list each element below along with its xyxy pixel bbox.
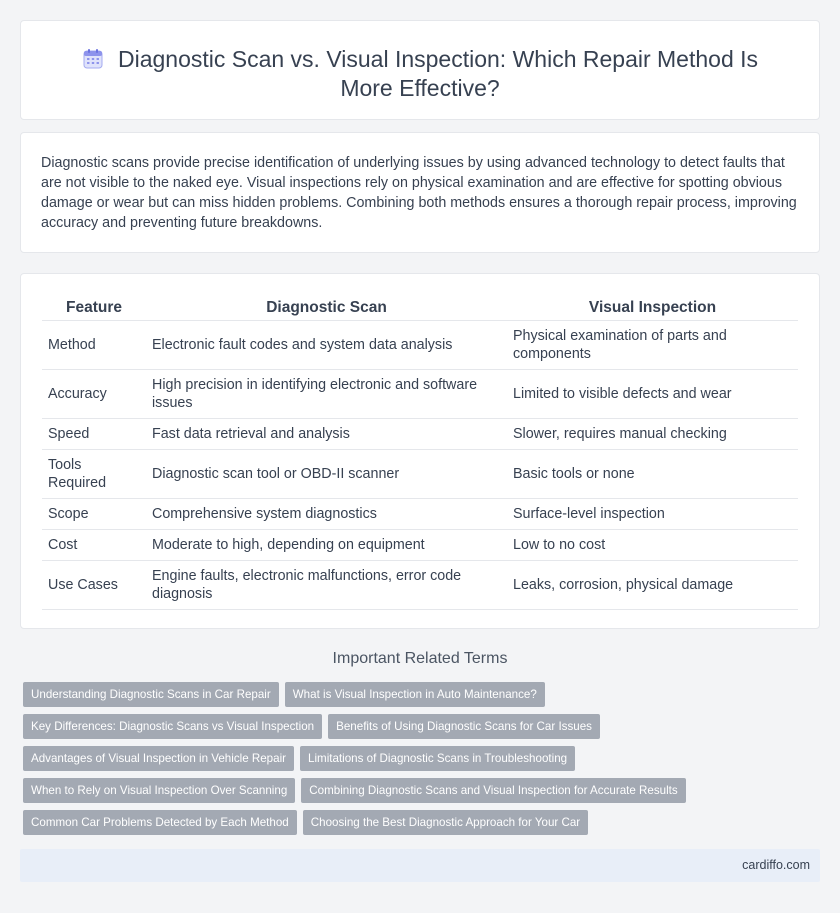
visual-cell: Leaks, corrosion, physical damage bbox=[507, 560, 798, 609]
feature-cell: Accuracy bbox=[42, 369, 146, 418]
table-row bbox=[42, 320, 798, 369]
page-title: Diagnostic Scan vs. Visual Inspection: Which Repair Method Is More Effective? bbox=[117, 46, 759, 101]
calendar-grid-icon bbox=[82, 48, 104, 70]
visual-cell: Limited to visible defects and wear bbox=[507, 369, 798, 418]
table-row bbox=[42, 418, 798, 449]
related-terms-title: Important Related Terms bbox=[332, 650, 508, 667]
visual-cell: Low to no cost bbox=[507, 529, 798, 560]
footer bbox=[20, 849, 820, 882]
visual-cell: Surface-level inspection bbox=[507, 498, 798, 529]
related-term-tag[interactable]: Common Car Problems Detected by Each Method bbox=[23, 810, 297, 835]
feature-cell: Method bbox=[42, 320, 146, 369]
tag-row bbox=[23, 778, 823, 810]
feature-cell: Cost bbox=[42, 529, 146, 560]
scan-cell: Diagnostic scan tool or OBD-II scanner bbox=[146, 449, 507, 498]
tag-row bbox=[23, 682, 823, 714]
feature-cell: Use Cases bbox=[42, 560, 146, 609]
feature-cell: Tools Required bbox=[42, 449, 146, 498]
scan-cell: Fast data retrieval and analysis bbox=[146, 418, 507, 449]
related-term-tag[interactable]: Limitations of Diagnostic Scans in Troubleshooting bbox=[300, 746, 575, 771]
scan-cell: Electronic fault codes and system data analysis bbox=[146, 320, 507, 369]
comparison-table bbox=[42, 296, 798, 610]
related-term-tag[interactable]: Advantages of Visual Inspection in Vehicle Repair bbox=[23, 746, 294, 771]
comparison-card bbox=[20, 273, 820, 629]
related-term-tag[interactable]: Benefits of Using Diagnostic Scans for Car Issues bbox=[328, 714, 600, 739]
visual-cell: Basic tools or none bbox=[507, 449, 798, 498]
table-row bbox=[42, 498, 798, 529]
intro-paragraph: Diagnostic scans provide precise identification of underlying issues by using advanced technology to detect faults that are not visible to the naked eye. Visual inspections rely on physical examination and are effective for spotting obvious damage or wear but can miss hidden problems. Combining both methods ensures a thorough repair process, improving accuracy and preventing future breakdowns. bbox=[41, 155, 797, 231]
tag-row bbox=[23, 714, 823, 746]
table-row bbox=[42, 529, 798, 560]
table-header-row bbox=[42, 296, 798, 320]
table-row bbox=[42, 369, 798, 418]
table-row bbox=[42, 449, 798, 498]
related-terms-list bbox=[23, 682, 823, 842]
scan-cell: High precision in identifying electronic and software issues bbox=[146, 369, 507, 418]
header-diagnostic-scan: Diagnostic Scan bbox=[146, 296, 507, 320]
feature-cell: Scope bbox=[42, 498, 146, 529]
related-term-tag[interactable]: Choosing the Best Diagnostic Approach for Your Car bbox=[303, 810, 588, 835]
related-term-tag[interactable]: Combining Diagnostic Scans and Visual Inspection for Accurate Results bbox=[301, 778, 685, 803]
tag-row bbox=[23, 746, 823, 778]
header-visual-inspection: Visual Inspection bbox=[507, 296, 798, 320]
scan-cell: Comprehensive system diagnostics bbox=[146, 498, 507, 529]
title-card bbox=[20, 20, 820, 120]
page-title-wrap bbox=[21, 45, 819, 103]
tag-row bbox=[23, 810, 823, 842]
related-term-tag[interactable]: When to Rely on Visual Inspection Over Scanning bbox=[23, 778, 295, 803]
header-feature: Feature bbox=[42, 296, 146, 320]
visual-cell: Physical examination of parts and components bbox=[507, 320, 798, 369]
table-row bbox=[42, 560, 798, 609]
visual-cell: Slower, requires manual checking bbox=[507, 418, 798, 449]
scan-cell: Moderate to high, depending on equipment bbox=[146, 529, 507, 560]
related-term-tag[interactable]: What is Visual Inspection in Auto Maintenance? bbox=[285, 682, 545, 707]
related-term-tag[interactable]: Understanding Diagnostic Scans in Car Repair bbox=[23, 682, 279, 707]
intro-card bbox=[20, 132, 820, 253]
footer-site-link[interactable]: cardiffo.com bbox=[742, 858, 810, 872]
scan-cell: Engine faults, electronic malfunctions, error code diagnosis bbox=[146, 560, 507, 609]
related-term-tag[interactable]: Key Differences: Diagnostic Scans vs Visual Inspection bbox=[23, 714, 322, 739]
feature-cell: Speed bbox=[42, 418, 146, 449]
